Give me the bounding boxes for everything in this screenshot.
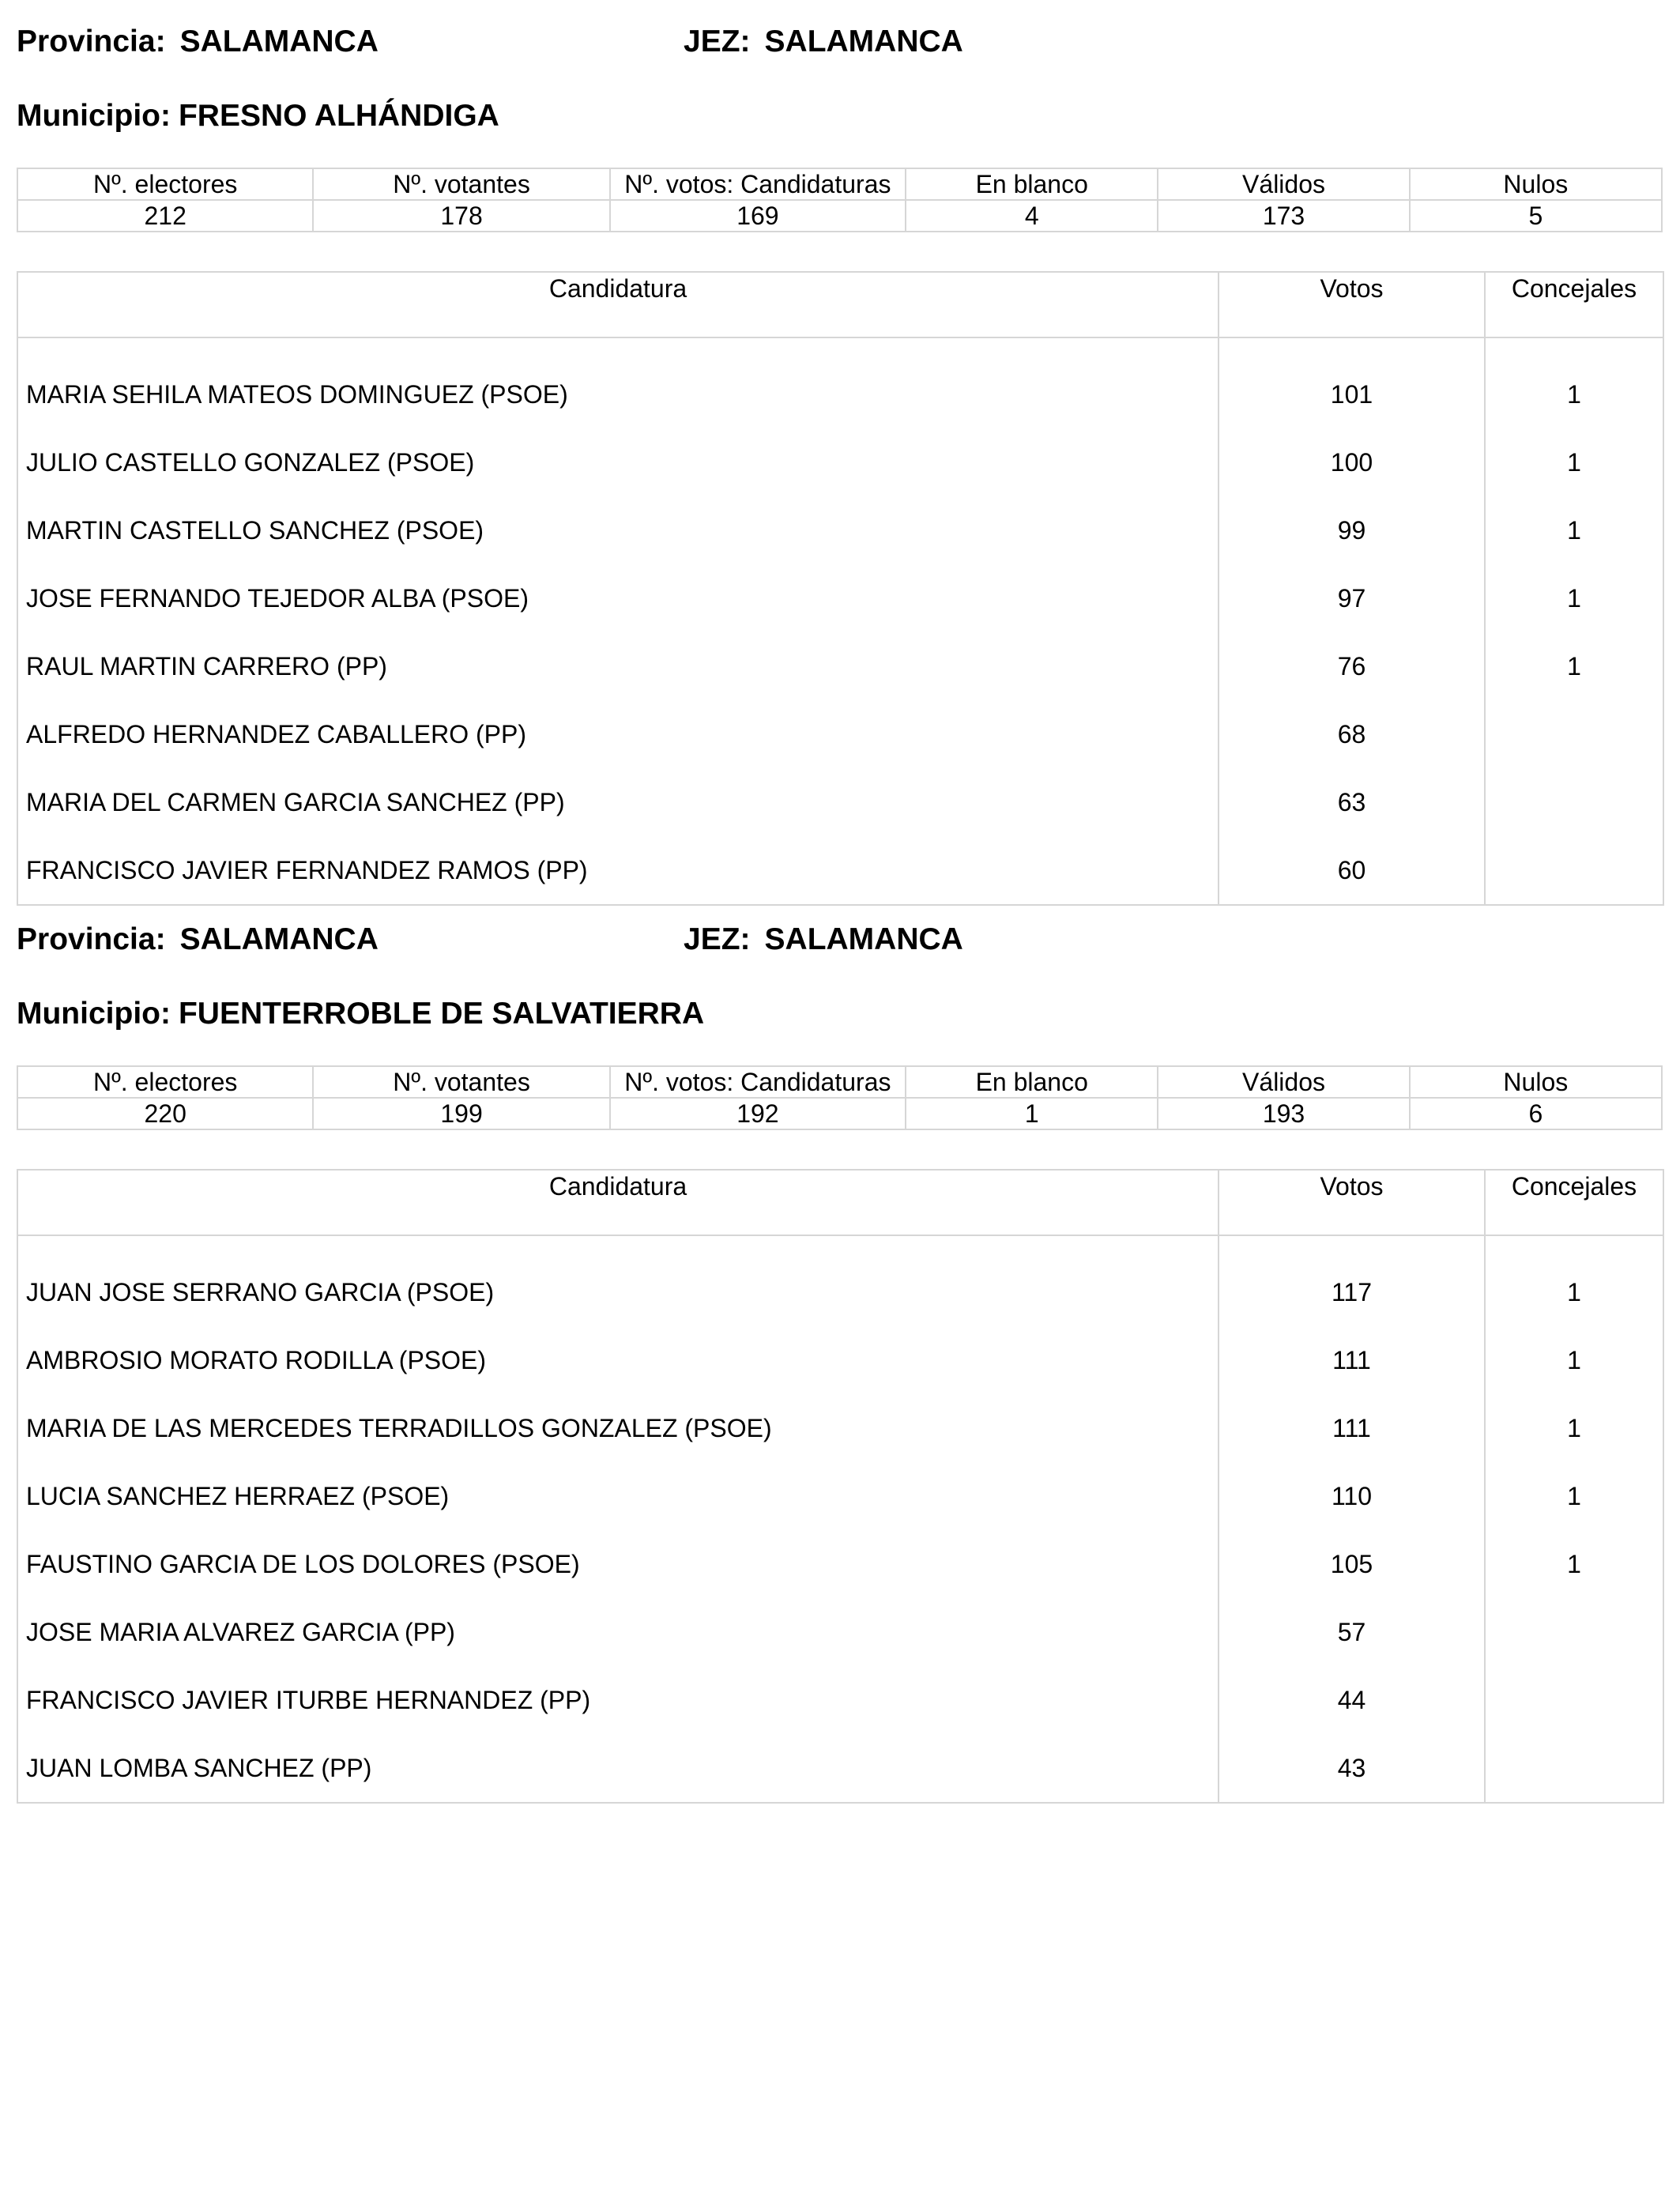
summary-header-cell: Nº. electores (17, 1066, 313, 1098)
candidate-votos: 99 (1219, 496, 1485, 564)
summary-header-row (17, 168, 1662, 200)
summary-value-cell: 4 (906, 200, 1158, 232)
table-row (17, 1394, 1663, 1462)
summary-header-cell: Nº. votos: Candidaturas (610, 168, 906, 200)
table-row (17, 1598, 1663, 1666)
candidate-votos: 97 (1219, 564, 1485, 632)
candidate-name: RAUL MARTIN CARRERO (PP) (17, 632, 1219, 700)
table-row (17, 1462, 1663, 1530)
summary-value-cell: 178 (313, 200, 609, 232)
candidate-votos: 68 (1219, 700, 1485, 768)
table-row (17, 496, 1663, 564)
table-row (17, 1666, 1663, 1734)
candidate-name: MARIA DEL CARMEN GARCIA SANCHEZ (PP) (17, 768, 1219, 836)
summary-table (17, 1065, 1663, 1130)
jez-value: SALAMANCA (764, 25, 963, 58)
table-row (17, 632, 1663, 700)
candidate-name: JULIO CASTELLO GONZALEZ (PSOE) (17, 428, 1219, 496)
jez-label: JEZ: (684, 922, 751, 956)
candidate-name: AMBROSIO MORATO RODILLA (PSOE) (17, 1326, 1219, 1394)
summary-header-cell: Válidos (1158, 168, 1409, 200)
candidate-votos: 44 (1219, 1666, 1485, 1734)
summary-header-cell: Nº. votantes (313, 1066, 609, 1098)
candidate-name: JOSE MARIA ALVAREZ GARCIA (PP) (17, 1598, 1219, 1666)
municipio-value: FUENTERROBLE DE SALVATIERRA (178, 997, 705, 1031)
candidate-votos: 100 (1219, 428, 1485, 496)
candidate-name: FRANCISCO JAVIER FERNANDEZ RAMOS (PP) (17, 836, 1219, 905)
summary-value-row (17, 200, 1662, 232)
candidate-concejales: 1 (1485, 496, 1663, 564)
candidate-concejales: 1 (1485, 564, 1663, 632)
candidate-votos: 76 (1219, 632, 1485, 700)
candidate-name: FAUSTINO GARCIA DE LOS DOLORES (PSOE) (17, 1530, 1219, 1598)
candidate-concejales: 1 (1485, 1462, 1663, 1530)
candidate-name: MARTIN CASTELLO SANCHEZ (PSOE) (17, 496, 1219, 564)
candidate-concejales (1485, 700, 1663, 768)
municipio-label: Municipio: (17, 99, 171, 133)
summary-header-cell: Nulos (1410, 168, 1662, 200)
candidatura-header: Candidatura (17, 1170, 1219, 1235)
summary-value-cell: 169 (610, 200, 906, 232)
summary-value-row (17, 1098, 1662, 1129)
candidate-votos: 110 (1219, 1462, 1485, 1530)
municipio-label: Municipio: (17, 997, 171, 1031)
candidate-votos: 60 (1219, 836, 1485, 905)
summary-value-cell: 220 (17, 1098, 313, 1129)
candidate-name: MARIA SEHILA MATEOS DOMINGUEZ (PSOE) (17, 337, 1219, 428)
provincia-line (17, 24, 963, 60)
provincia-value: SALAMANCA (179, 922, 379, 956)
candidate-votos: 63 (1219, 768, 1485, 836)
table-row (17, 1326, 1663, 1394)
table-row (17, 1734, 1663, 1803)
candidate-concejales (1485, 1734, 1663, 1803)
candidate-name: JOSE FERNANDO TEJEDOR ALBA (PSOE) (17, 564, 1219, 632)
candidate-votos: 57 (1219, 1598, 1485, 1666)
provincia-label: Provincia: (17, 25, 166, 58)
candidates-header-row (17, 272, 1663, 337)
candidate-concejales: 1 (1485, 1530, 1663, 1598)
jez-value: SALAMANCA (764, 922, 963, 956)
candidate-votos: 111 (1219, 1394, 1485, 1462)
summary-table (17, 168, 1663, 232)
candidate-votos: 101 (1219, 337, 1485, 428)
candidate-concejales (1485, 1598, 1663, 1666)
summary-value-cell: 173 (1158, 200, 1409, 232)
table-row (17, 836, 1663, 905)
table-row (17, 428, 1663, 496)
table-row (17, 564, 1663, 632)
summary-header-cell: Nulos (1410, 1066, 1662, 1098)
candidate-name: LUCIA SANCHEZ HERRAEZ (PSOE) (17, 1462, 1219, 1530)
summary-header-cell: En blanco (906, 1066, 1158, 1098)
summary-header-cell: Nº. electores (17, 168, 313, 200)
candidates-table (17, 271, 1664, 906)
candidate-name: FRANCISCO JAVIER ITURBE HERNANDEZ (PP) (17, 1666, 1219, 1734)
candidate-concejales: 1 (1485, 1326, 1663, 1394)
summary-header-cell: Nº. votos: Candidaturas (610, 1066, 906, 1098)
candidate-concejales: 1 (1485, 337, 1663, 428)
candidate-name: JUAN JOSE SERRANO GARCIA (PSOE) (17, 1235, 1219, 1326)
jez-group (684, 24, 963, 60)
candidate-concejales: 1 (1485, 1235, 1663, 1326)
summary-value-cell: 6 (1410, 1098, 1662, 1129)
provincia-line (17, 922, 963, 958)
candidate-concejales (1485, 836, 1663, 905)
municipio-line (17, 98, 499, 134)
candidate-concejales: 1 (1485, 632, 1663, 700)
candidate-votos: 105 (1219, 1530, 1485, 1598)
candidate-concejales: 1 (1485, 1394, 1663, 1462)
table-row (17, 700, 1663, 768)
summary-value-cell: 1 (906, 1098, 1158, 1129)
candidatura-header: Candidatura (17, 272, 1219, 337)
provincia-label: Provincia: (17, 922, 166, 956)
summary-value-cell: 199 (313, 1098, 609, 1129)
municipio-line (17, 996, 704, 1032)
municipio-value: FRESNO ALHÁNDIGA (178, 99, 499, 133)
table-row (17, 337, 1663, 428)
candidate-name: ALFREDO HERNANDEZ CABALLERO (PP) (17, 700, 1219, 768)
candidates-header-row (17, 1170, 1663, 1235)
summary-value-cell: 212 (17, 200, 313, 232)
candidate-votos: 117 (1219, 1235, 1485, 1326)
summary-header-row (17, 1066, 1662, 1098)
concejales-header: Concejales (1485, 272, 1663, 337)
summary-header-cell: Válidos (1158, 1066, 1409, 1098)
table-row (17, 1530, 1663, 1598)
concejales-header: Concejales (1485, 1170, 1663, 1235)
summary-value-cell: 193 (1158, 1098, 1409, 1129)
votos-header: Votos (1219, 272, 1485, 337)
jez-group (684, 922, 963, 958)
candidate-concejales: 1 (1485, 428, 1663, 496)
provincia-value: SALAMANCA (179, 25, 379, 58)
jez-label: JEZ: (684, 25, 751, 58)
table-row (17, 768, 1663, 836)
votos-header: Votos (1219, 1170, 1485, 1235)
summary-header-cell: Nº. votantes (313, 168, 609, 200)
candidates-table (17, 1169, 1664, 1804)
summary-value-cell: 5 (1410, 200, 1662, 232)
candidate-concejales (1485, 768, 1663, 836)
candidate-concejales (1485, 1666, 1663, 1734)
table-row (17, 1235, 1663, 1326)
candidate-votos: 43 (1219, 1734, 1485, 1803)
candidate-name: MARIA DE LAS MERCEDES TERRADILLOS GONZALEZ (PSOE) (17, 1394, 1219, 1462)
candidate-name: JUAN LOMBA SANCHEZ (PP) (17, 1734, 1219, 1803)
candidate-votos: 111 (1219, 1326, 1485, 1394)
summary-header-cell: En blanco (906, 168, 1158, 200)
summary-value-cell: 192 (610, 1098, 906, 1129)
